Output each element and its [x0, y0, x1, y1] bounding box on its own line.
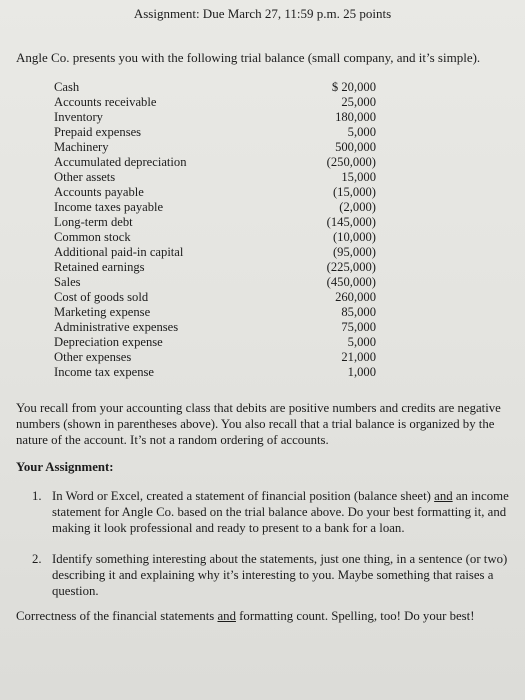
account-amount: 25,000 — [341, 95, 376, 109]
account-name: Prepaid expenses — [54, 125, 142, 139]
trial-balance-list — [54, 80, 376, 380]
account-name: Additional paid-in capital — [54, 245, 184, 259]
account-amount: (2,000) — [339, 200, 376, 214]
task-text-part: In Word or Excel, created a statement of financial position (balance sheet) — [52, 489, 435, 503]
trial-balance-row — [54, 350, 376, 365]
trial-balance-row — [54, 365, 376, 380]
trial-balance-row — [54, 230, 376, 245]
account-name: Income taxes payable — [54, 200, 164, 214]
account-name: Accounts payable — [54, 185, 144, 199]
trial-balance-row — [54, 290, 376, 305]
account-name: Retained earnings — [54, 260, 145, 274]
account-name: Accumulated depreciation — [54, 155, 187, 169]
task-text-underlined: and — [434, 489, 453, 503]
account-name: Inventory — [54, 110, 103, 124]
trial-balance-row — [54, 125, 376, 140]
trial-balance-row — [54, 200, 376, 215]
account-amount: 85,000 — [341, 305, 376, 319]
assignment-title: Assignment: Due March 27, 11:59 p.m. 25 points — [133, 6, 392, 21]
trial-balance-row — [54, 305, 376, 320]
account-name: Machinery — [54, 140, 109, 154]
trial-balance-row — [54, 275, 376, 290]
task-number: 2. — [32, 552, 42, 566]
account-name: Income tax expense — [54, 365, 155, 379]
trial-balance-row — [54, 320, 376, 335]
trial-balance-row — [54, 95, 376, 110]
account-amount: 15,000 — [341, 170, 376, 184]
account-amount: 5,000 — [347, 335, 376, 349]
account-name: Other expenses — [54, 350, 132, 364]
trial-balance-row — [54, 155, 376, 170]
account-amount: 1,000 — [347, 365, 376, 379]
task-text: Identify something interesting about the statements, just one thing, in a sentence (or two) describing it and explaining why it’s interesting to you. Maybe something that raises a question. — [52, 552, 508, 598]
account-amount: 5,000 — [347, 125, 376, 139]
account-name: Common stock — [54, 230, 131, 244]
account-amount: (15,000) — [332, 185, 376, 199]
account-name: Other assets — [54, 170, 116, 184]
account-name: Marketing expense — [54, 305, 151, 319]
grading-note — [16, 609, 521, 624]
account-name: Depreciation expense — [54, 335, 163, 349]
grading-note-part: formatting count. Spelling, too! Do your best! — [235, 609, 475, 623]
account-name: Accounts receivable — [54, 95, 157, 109]
account-name: Administrative expenses — [54, 320, 179, 334]
account-name: Cash — [54, 80, 80, 94]
account-amount: 260,000 — [335, 290, 376, 304]
grading-note-underlined: and — [217, 609, 236, 623]
trial-balance-row — [54, 140, 376, 155]
trial-balance-row — [54, 170, 376, 185]
account-amount: $ 20,000 — [331, 80, 376, 94]
intro-paragraph: Angle Co. presents you with the following trial balance (small company, and it’s simple). — [16, 50, 481, 65]
trial-balance-row — [54, 245, 376, 260]
trial-balance-row — [54, 260, 376, 275]
task-text — [52, 488, 520, 536]
account-amount: (10,000) — [332, 230, 376, 244]
account-amount: 21,000 — [341, 350, 376, 364]
trial-balance-row — [54, 80, 376, 95]
account-amount: 75,000 — [341, 320, 376, 334]
grading-note-part: Correctness of the financial statements — [16, 609, 218, 623]
task-item-2 — [32, 551, 520, 599]
account-amount: (95,000) — [332, 245, 376, 259]
trial-balance-row — [54, 215, 376, 230]
account-amount: 500,000 — [335, 140, 376, 154]
account-name: Long-term debt — [54, 215, 133, 229]
task-number: 1. — [32, 489, 42, 503]
account-amount: (145,000) — [326, 215, 376, 229]
task-item-1 — [32, 488, 520, 536]
account-amount: 180,000 — [335, 110, 376, 124]
assignment-heading: Your Assignment: — [16, 460, 114, 474]
trial-balance-row — [54, 110, 376, 125]
account-amount: (250,000) — [326, 155, 376, 169]
account-amount: (225,000) — [326, 260, 376, 274]
trial-balance-row — [54, 335, 376, 350]
trial-balance-row — [54, 185, 376, 200]
task-text-part: an income statement for Angle Co. based on the trial balance above. Do your best formatting it, and making it look professional and ready to present to a bank for a loan. — [52, 489, 509, 535]
account-amount: (450,000) — [326, 275, 376, 289]
account-name: Sales — [54, 275, 81, 289]
account-name: Cost of goods sold — [54, 290, 149, 304]
recall-paragraph: You recall from your accounting class that debits are positive numbers and credits are negative numbers (shown in parentheses above). You also recall that a trial balance is organized by the nature of the account. It’s not a random ordering of accounts. — [16, 401, 501, 447]
